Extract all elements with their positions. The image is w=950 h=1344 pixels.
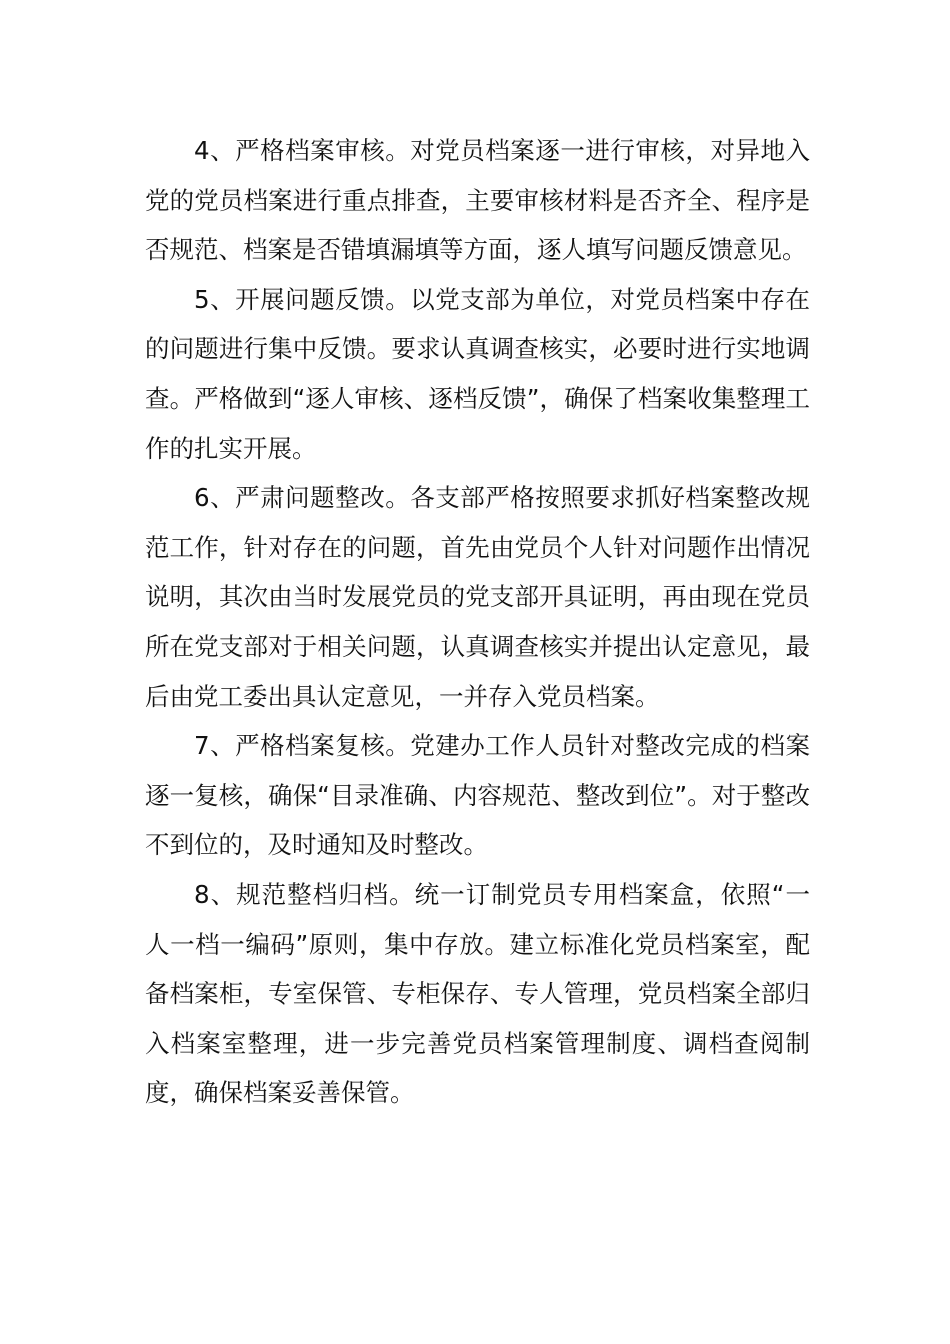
paragraph-archive-review: 4、严格档案审核。对党员档案逐一进行审核，对异地入党的党员档案进行重点排查，主要审核材料是否齐全、程序是否规范、档案是否错填漏填等方面，逐人填写问题反馈意见。: [145, 136, 810, 265]
paragraph-archive-filing: 8、规范整档归档。统一订制党员专用档案盒，依照“一人一档一编码”原则，集中存放。建立标准化党员档案室，配备档案柜，专室保管、专柜保存、专人管理，党员档案全部归入档案室整理，进一步完善党员档案管理制度、调档查阅制度，确保档案妥善保管。: [145, 879, 810, 1108]
paragraph-issue-feedback: 5、开展问题反馈。以党支部为单位，对党员档案中存在的问题进行集中反馈。要求认真调查核实，必要时进行实地调查。严格做到“逐人审核、逐档反馈”，确保了档案收集整理工作的扎实开展。: [145, 284, 810, 463]
document-body: [145, 126, 810, 1118]
paragraph-archive-recheck: 7、严格档案复核。党建办工作人员针对整改完成的档案逐一复核，确保“目录准确、内容规范、整改到位”。对于整改不到位的，及时通知及时整改。: [145, 731, 810, 860]
paragraph-issue-rectification: 6、严肃问题整改。各支部严格按照要求抓好档案整改规范工作，针对存在的问题，首先由党员个人针对问题作出情况说明，其次由当时发展党员的党支部开具证明，再由现在党员所在党支部对于相关问题，认真调查核实并提出认定意见，最后由党工委出具认定意见，一并存入党员档案。: [145, 483, 810, 711]
